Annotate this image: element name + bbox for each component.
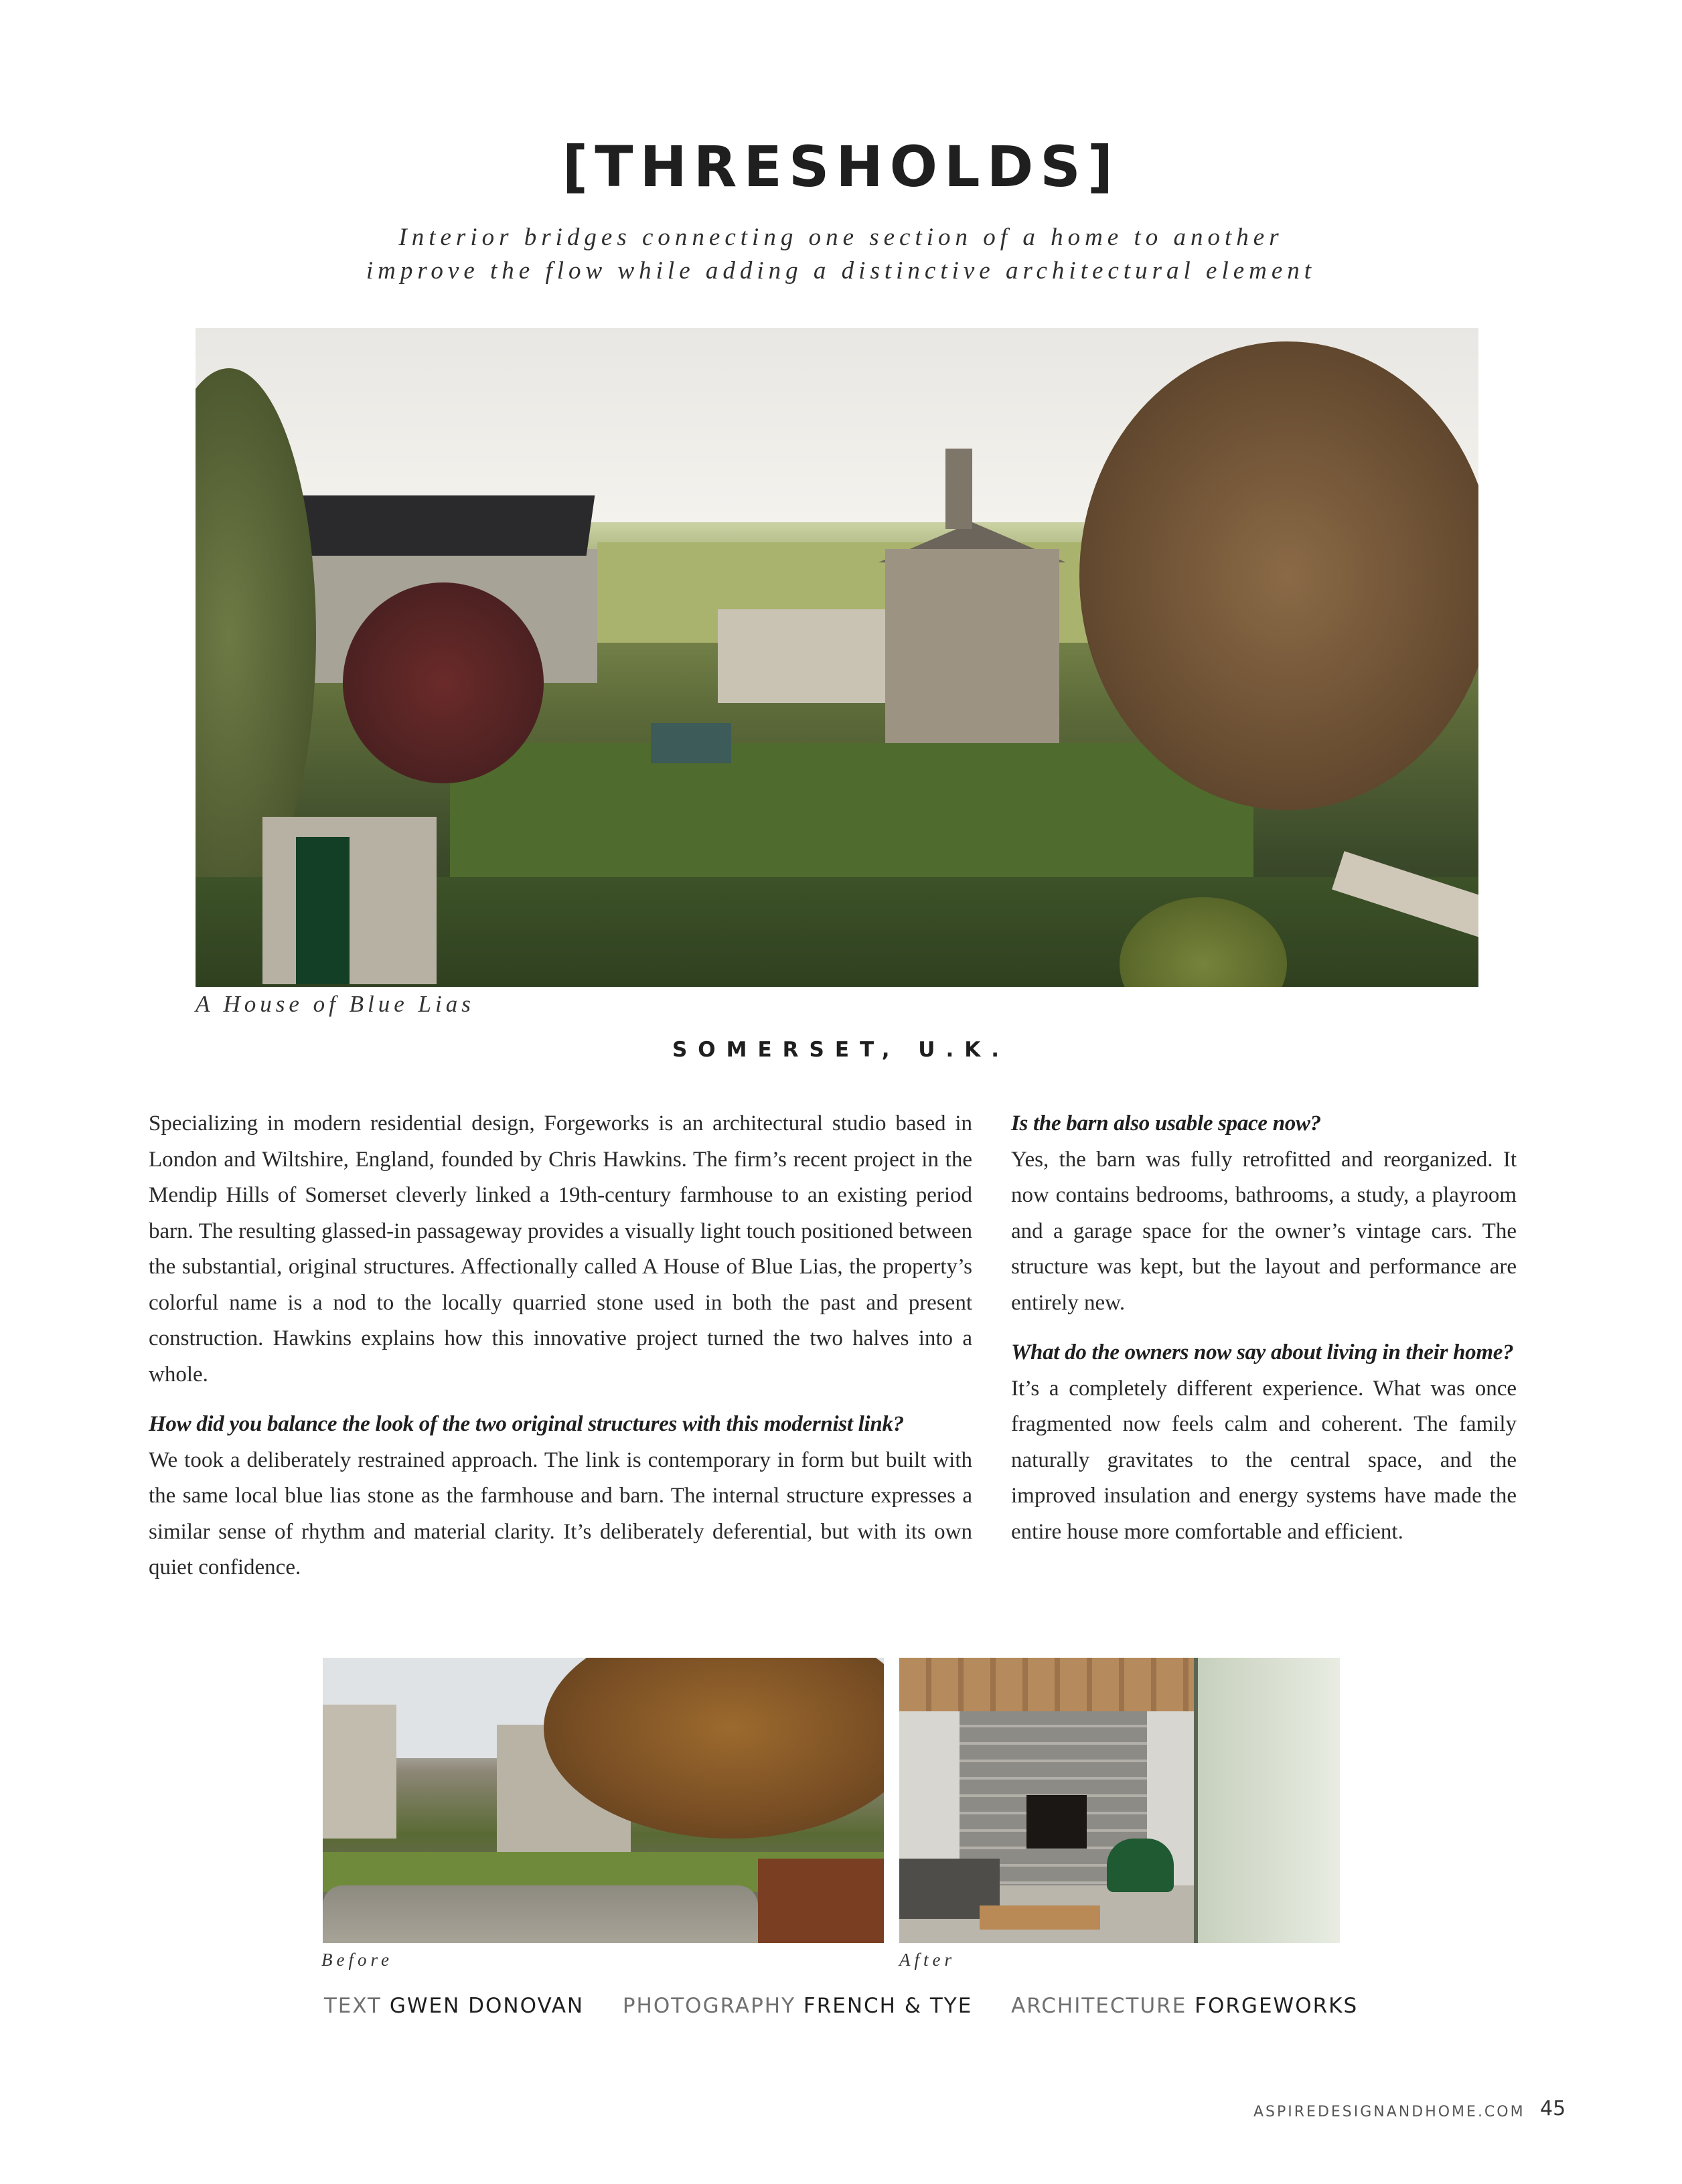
hero-lawn [450,743,1253,890]
subtitle-line-2: improve the flow while adding a distinctive architectural element [366,257,1316,285]
credit-photo-label: PHOTOGRAPHY [622,1994,796,2018]
answer-1: We took a deliberately restrained approach. The link is contemporary in form but built with the same local blue lias stone as the farmhouse and barn. The internal structure expresses a similar sense of rhythm and material clarity. It’s deliberately deferential, but with its own quiet confidence. [149,1448,972,1579]
credit-text-value: GWEN DONOVAN [389,1994,585,2018]
hero-pool [651,723,731,763]
article-column-left [149,1106,972,1586]
question-2: Is the barn also usable space now? [1011,1111,1321,1136]
hero-stone-shed [262,817,437,984]
hero-chimney [945,449,972,529]
question-3: What do the owners now say about living in their home? [1011,1340,1514,1364]
location-label: SOMERSET, U.K. [672,1038,1010,1062]
before-neighbor-house [323,1705,396,1839]
after-photo [899,1658,1340,1943]
hero-photo [196,328,1478,987]
before-photo [323,1658,884,1943]
subtitle-line-1: Interior bridges connecting one section of a home to another [398,224,1284,251]
question-1: How did you balance the look of the two original structures with this modernist link? [149,1412,904,1436]
hero-autumn-tree [1079,341,1478,810]
after-green-chair [1107,1839,1174,1892]
article-intro: Specializing in modern residential design, Forgeworks is an architectural studio based in London and Wiltshire, England, founded by Chris Hawkins. The firm’s recent project in the Mendip Hills of Somerset cleverly linked a 19th-century farmhouse to an existing period barn. The resulting glassed-in passageway provides a visually light touch positioned between the substantial, original structures. Affectionally called A House of Blue Lias, the property’s colorful name is a nod to the locally quarried stone used in both the past and present construction. Hawkins explains how this innovative project turned the two halves into a whole. [149,1111,972,1387]
before-caption: Before [321,1950,393,1970]
answer-2: Yes, the barn was fully retrofitted and reorganized. It now contains bedrooms, bathrooms, a study, a playroom and a garage space for the owner’s vintage cars. The structure was kept, but the layout and performance are entirely new. [1011,1147,1517,1315]
before-fallen-leaves [758,1859,884,1943]
hero-caption: A House of Blue Lias [196,991,475,1017]
after-glass-wall [1194,1658,1340,1943]
page-subtitle [0,221,1682,288]
hero-glass-link [718,609,885,703]
page-number: 45 [1540,2097,1566,2120]
credit-text-label: TEXT [323,1994,382,2018]
after-coffee-table [980,1905,1100,1930]
hero-green-door [296,837,350,984]
after-caption: After [899,1950,955,1970]
credit-photo-value: FRENCH & TYE [803,1994,973,2018]
footer-website: ASPIREDESIGNANDHOME.COM [1253,2104,1525,2120]
hero-copper-tree [343,582,544,783]
credit-arch-label: ARCHITECTURE [1011,1994,1187,2018]
before-stone-wall [323,1885,758,1943]
page-title: [THRESHOLDS] [562,134,1120,200]
after-firebox [1026,1795,1087,1849]
article-column-right [1011,1106,1517,1550]
answer-3: It’s a completely different experience. What was once fragmented now feels calm and coherent. The family naturally gravitates to the central space, and the improved insulation and energy systems have made the entire house more comfortable and efficient. [1011,1376,1517,1544]
credit-arch-value: FORGEWORKS [1195,1994,1359,2018]
hero-barn-roof [272,495,595,556]
credits-line [0,1994,1682,2018]
